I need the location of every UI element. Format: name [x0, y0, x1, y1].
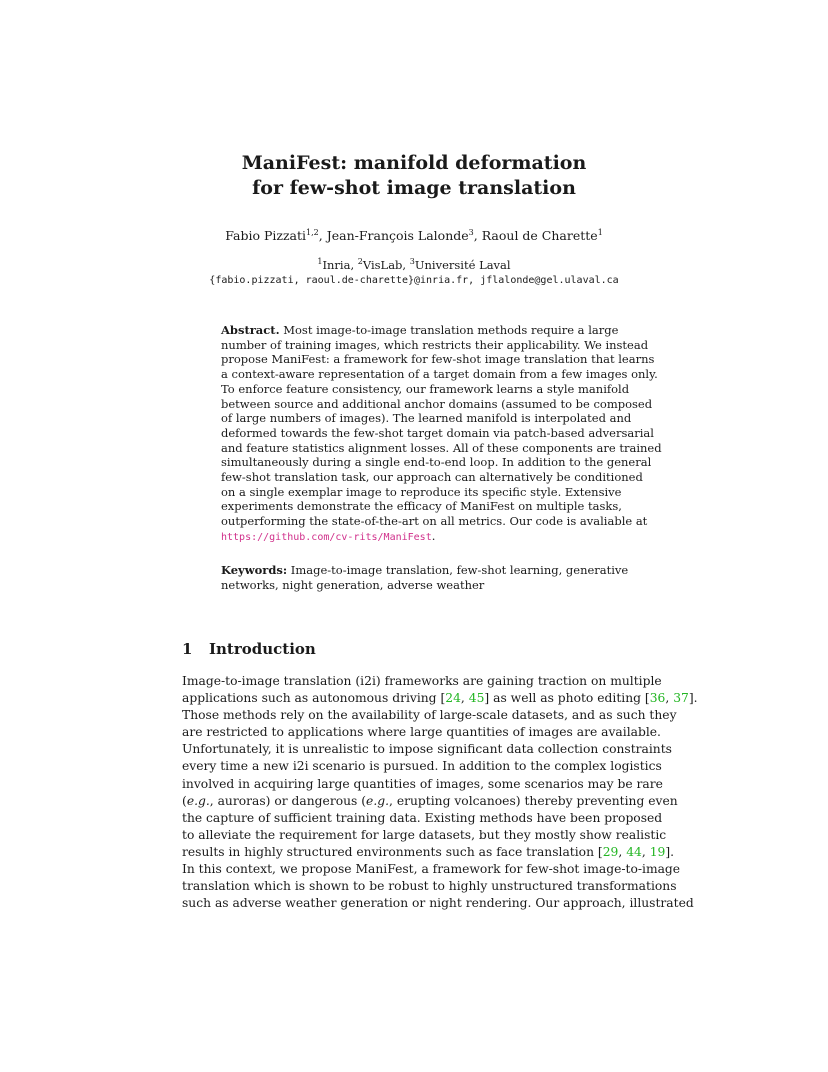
author-affiliation-mark: 1	[597, 228, 603, 237]
body-text: ,	[665, 691, 674, 706]
paper-title-line-1: ManiFest: manifold deformation	[241, 152, 587, 174]
citation-link[interactable]: 24	[445, 691, 461, 706]
body-text: , auroras) or dangerous (	[209, 793, 367, 808]
abstract-heading: Abstract.	[221, 323, 280, 337]
body-line: to alleviate the requirement for large datasets, but they mostly show realistic	[182, 827, 667, 842]
abstract-line: of large numbers of images). The learned manifold is interpolated and	[221, 411, 632, 426]
citation-link[interactable]: 36	[649, 691, 666, 706]
body-line	[182, 844, 675, 861]
body-text: , erupting volcanoes) thereby preventing even	[389, 793, 678, 808]
keywords-text: Image-to-image translation, few-shot learning, generative	[287, 563, 629, 577]
author-separator: ,	[318, 228, 327, 243]
body-line: Image-to-image translation (i2i) frameworks are gaining traction on multiple	[182, 674, 662, 688]
author-name: Jean-François Lalonde	[326, 228, 469, 243]
author-list	[0, 228, 828, 243]
abstract-line: number of training images, which restricts their applicability. We instead	[221, 337, 649, 352]
body-text: results in highly structured environments such as face translation [	[182, 844, 603, 859]
body-line: such as adverse weather generation or night rendering. Our approach, illustrated	[182, 896, 694, 911]
body-text: ] as well as photo editing [	[484, 691, 650, 706]
body-line: Unfortunately, it is unrealistic to impose significant data collection constraints	[182, 742, 672, 757]
emphasis-text: e.g.	[186, 793, 210, 808]
body-line: involved in acquiring large quantities of images, some scenarios may be rare	[182, 776, 663, 791]
keywords-line: networks, night generation, adverse weather	[221, 577, 485, 592]
affiliation-mark: 3	[409, 257, 415, 266]
author-affiliation-mark: 3	[468, 228, 474, 237]
affiliation-mark: 2	[357, 257, 363, 266]
author-name: Fabio Pizzati	[225, 228, 307, 243]
affiliation-name: Inria,	[322, 258, 358, 272]
body-line	[182, 690, 698, 707]
author-affiliation-mark: 1,2	[306, 228, 319, 237]
keywords-line	[221, 563, 629, 578]
abstract-line: and feature statistics alignment losses. All of these components are trained	[221, 440, 662, 455]
citation-link[interactable]: 29	[602, 844, 619, 859]
code-repository-link[interactable]: https://github.com/cv-rits/ManiFest	[221, 531, 432, 543]
author-separator: ,	[473, 228, 482, 243]
keywords-heading: Keywords:	[221, 563, 288, 577]
abstract-line: To enforce feature consistency, our framework learns a style manifold	[221, 381, 630, 396]
body-text: ,	[641, 844, 650, 859]
body-line: every time a new i2i scenario is pursued. In addition to the complex logistics	[182, 759, 662, 774]
citation-link[interactable]: 45	[468, 691, 485, 706]
abstract-line: a context-aware representation of a target domain from a few images only.	[221, 367, 658, 382]
body-text: applications such as autonomous driving [	[182, 691, 446, 706]
affiliations	[0, 258, 828, 272]
citation-link[interactable]: 19	[649, 844, 666, 859]
abstract-line	[221, 529, 613, 546]
section-number: 1	[182, 640, 193, 658]
body-line: In this context, we propose ManiFest, a framework for few-shot image-to-image	[182, 862, 681, 877]
author-name: Raoul de Charette	[481, 228, 598, 243]
abstract-line: outperforming the state-of-the-art on all metrics. Our code is avaliable at	[221, 514, 648, 529]
citation-link[interactable]: 37	[673, 691, 689, 706]
body-line: are restricted to applications where large quantities of images are available.	[182, 725, 661, 740]
affiliation-name: VisLab,	[362, 258, 410, 272]
abstract-line: deformed towards the few-shot target domain via patch-based adversarial	[221, 425, 654, 440]
affiliation-mark: 1	[317, 257, 323, 266]
emphasis-text: e.g.	[366, 793, 390, 808]
section-title: Introduction	[209, 640, 316, 658]
body-text: ,	[460, 691, 469, 706]
affiliation-name: Université Laval	[414, 258, 511, 272]
abstract-line: few-shot translation task, our approach can alternatively be conditioned	[221, 470, 643, 485]
abstract-line: experiments demonstrate the efficacy of ManiFest on multiple tasks,	[221, 499, 622, 514]
body-text: ,	[618, 844, 627, 859]
body-text: ].	[688, 691, 698, 706]
body-text: ].	[665, 844, 675, 859]
author-emails: {fabio.pizzati, raoul.de-charette}@inria.fr, jflalonde@gel.ulaval.ca	[209, 275, 619, 286]
citation-link[interactable]: 44	[626, 844, 642, 859]
keywords	[221, 563, 629, 592]
body-line: the capture of sufficient training data. Existing methods have been proposed	[182, 810, 663, 825]
abstract-text: Most image-to-image translation methods require a large	[279, 323, 619, 337]
body-line: Those methods rely on the availability of large-scale datasets, and as such they	[182, 708, 677, 723]
abstract-text: .	[431, 528, 436, 543]
abstract-line: simultaneously during a single end-to-end loop. In addition to the general	[221, 455, 652, 470]
paper-title-line-2: for few-shot image translation	[252, 177, 576, 199]
body-line	[182, 793, 678, 810]
abstract-line: propose ManiFest: a framework for few-shot image translation that learns	[221, 352, 655, 367]
body-line: translation which is shown to be robust to highly unstructured transformations	[182, 879, 677, 894]
body-text: (	[182, 793, 187, 808]
abstract-line	[221, 323, 619, 338]
abstract-line: on a single exemplar image to reproduce its specific style. Extensive	[221, 484, 622, 499]
abstract-line: between source and additional anchor domains (assumed to be composed	[221, 396, 653, 411]
introduction-text	[182, 673, 698, 912]
abstract	[221, 323, 662, 546]
section-heading	[182, 640, 316, 658]
